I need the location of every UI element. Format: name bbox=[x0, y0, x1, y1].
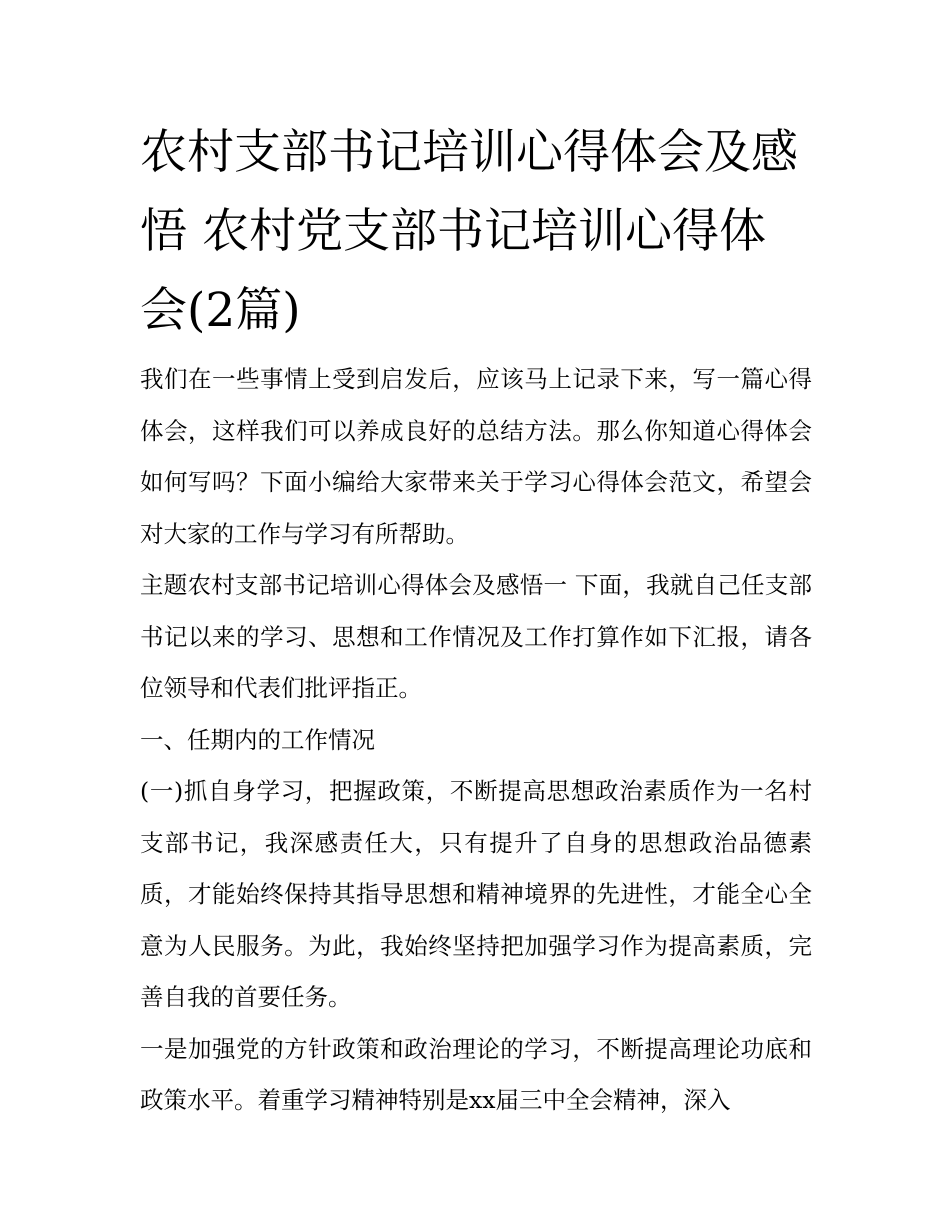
paragraph-policy-study: 一是加强党的方针政策和政治理论的学习，不断提高理论功底和政策水平。着重学习精神特别是xx届三中全会精神，深入 bbox=[140, 1034, 812, 1114]
paragraph-self-study: (一)抓自身学习，把握政策，不断提高思想政治素质作为一名村支部书记，我深感责任大，只有提升了自身的思想政治品德素质，才能始终保持其指导思想和精神境界的先进性，才能全心全意为人民服务。为此，我始终坚持把加强学习作为提高素质，完善自我的首要任务。 bbox=[140, 777, 812, 1011]
section-heading-work-situation: 一、任期内的工作情况 bbox=[140, 725, 375, 754]
paragraph-topic-one: 主题农村支部书记培训心得体会及感悟一 下面，我就自己任支部书记以来的学习、思想和工作情况及工作打算作如下汇报，请各位领导和代表们批评指正。 bbox=[140, 571, 812, 702]
document-page bbox=[140, 113, 812, 1127]
paragraph-intro: 我们在一些事情上受到启发后，应该马上记录下来，写一篇心得体会，这样我们可以养成良好的总结方法。那么你知道心得体会如何写吗？下面小编给大家带来关于学习心得体会范文，希望会对大家的工作与学习有所帮助。 bbox=[140, 365, 812, 548]
document-title: 农村支部书记培训心得体会及感悟 农村党支部书记培训心得体会(2篇) bbox=[140, 125, 798, 338]
